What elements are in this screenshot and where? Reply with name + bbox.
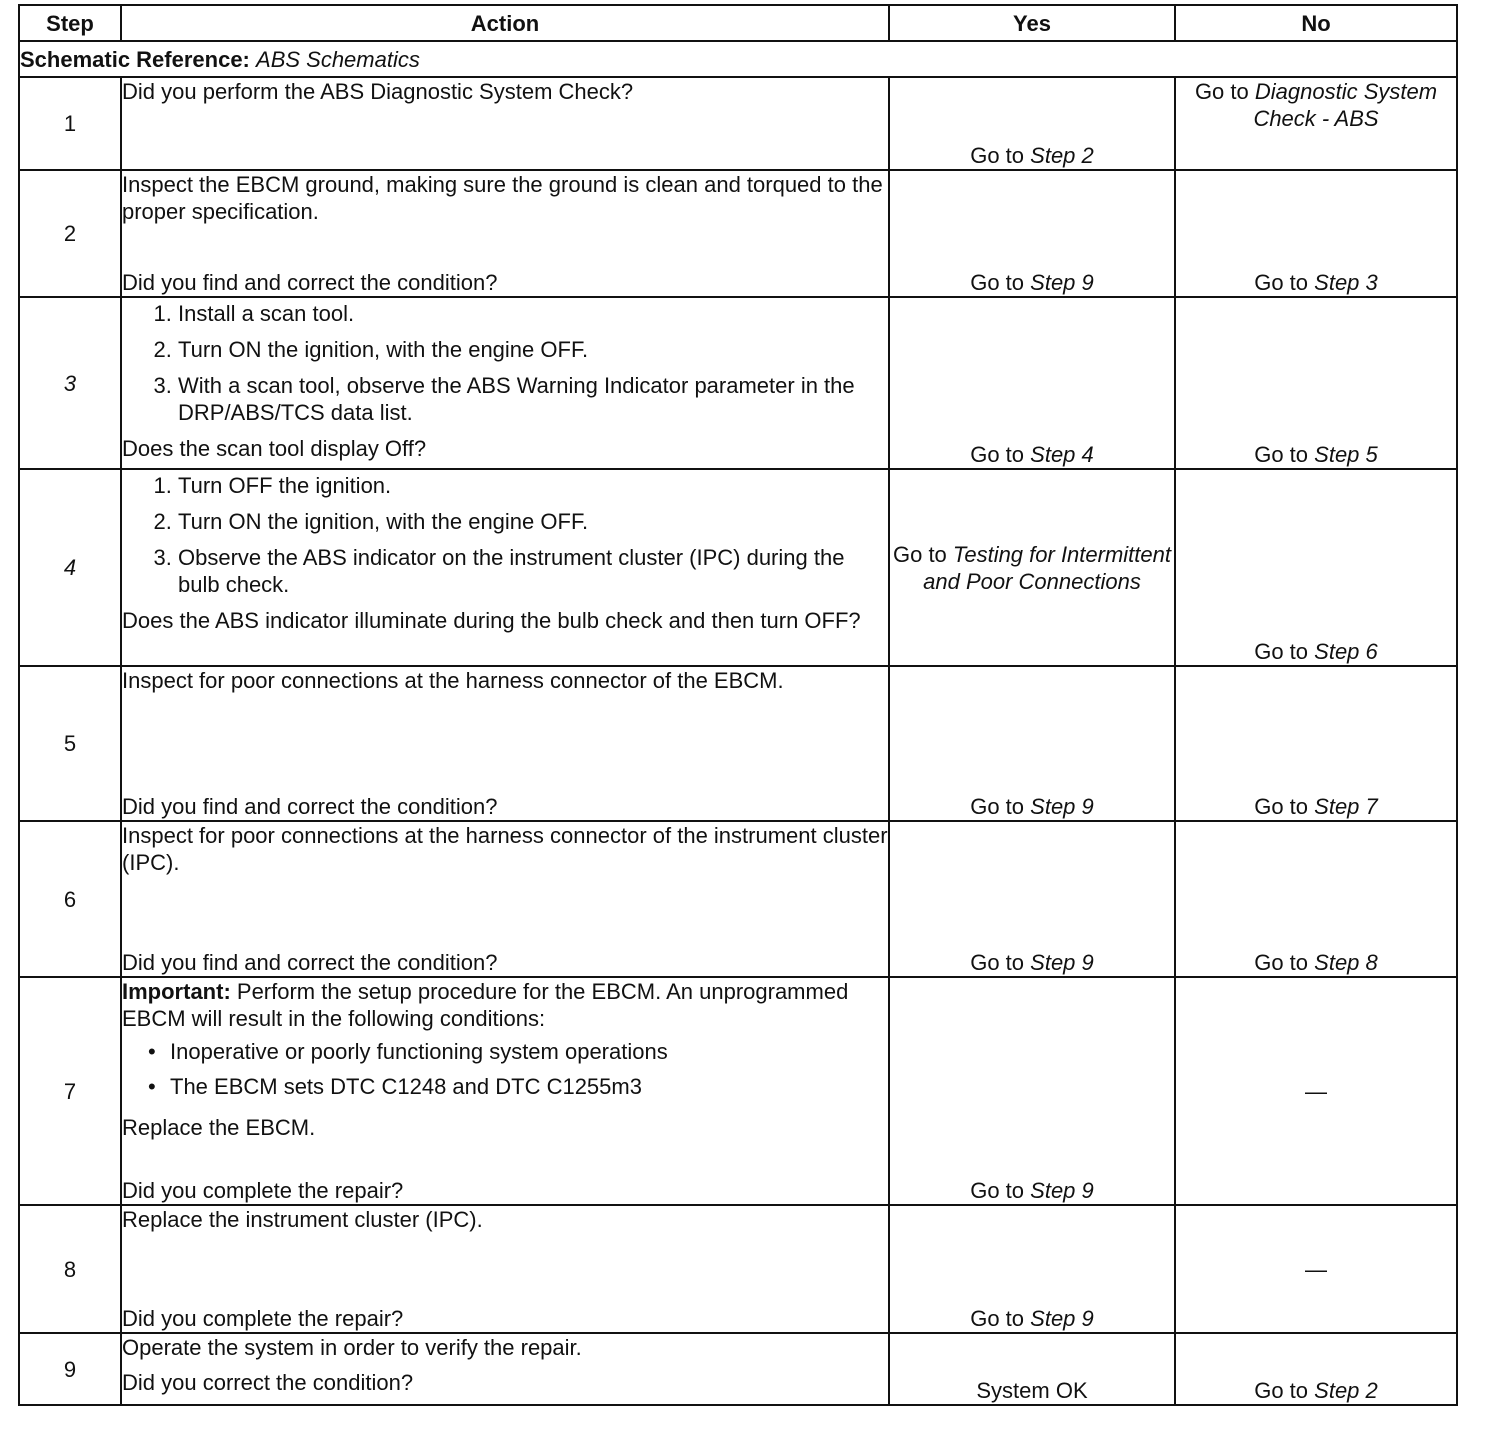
table-row — [19, 977, 1457, 1205]
table-row — [19, 821, 1457, 977]
yes-cell — [889, 77, 1175, 170]
step-number: 7 — [19, 977, 121, 1205]
no-prefix: Go to — [1254, 442, 1309, 467]
yes-link[interactable]: Step 9 — [1030, 270, 1094, 295]
action-question: Did you complete the repair? — [122, 1306, 404, 1331]
action-question: Did you complete the repair? — [122, 1178, 404, 1203]
table-row — [19, 77, 1457, 170]
step-number: 4 — [19, 469, 121, 666]
action-text: Replace the instrument cluster (IPC). — [122, 1207, 483, 1232]
table-row — [19, 297, 1457, 469]
action-steps — [122, 472, 888, 598]
schematic-reference — [19, 41, 1457, 77]
yes-link[interactable]: Step 9 — [1030, 950, 1094, 975]
schematic-row — [19, 41, 1457, 77]
action-cell — [121, 977, 889, 1205]
header-action: Action — [121, 5, 889, 41]
action-question: Did you correct the condition? — [122, 1370, 414, 1395]
action-text: Did you perform the ABS Diagnostic System Check? — [122, 79, 634, 104]
no-link[interactable]: Diagnostic System Check - ABS — [1253, 79, 1438, 131]
table-row — [19, 170, 1457, 297]
no-cell — [1175, 821, 1457, 977]
step-number: 5 — [19, 666, 121, 821]
yes-cell — [889, 1205, 1175, 1333]
list-item: • Inoperative or poorly functioning system operations — [170, 1038, 888, 1065]
action-question: Does the ABS indicator illuminate during the bulb check and then turn OFF? — [122, 608, 861, 633]
action-step: 3. Observe the ABS indicator on the instrument cluster (IPC) during the bulb check. — [178, 544, 888, 598]
no-prefix: Go to — [1254, 1378, 1309, 1403]
action-text: Inspect for poor connections at the harness connector of the EBCM. — [122, 668, 784, 693]
no-cell — [1175, 1205, 1457, 1333]
no-cell — [1175, 977, 1457, 1205]
step-number: 8 — [19, 1205, 121, 1333]
action-step: 2. Turn ON the ignition, with the engine OFF. — [178, 336, 888, 363]
no-prefix: Go to — [1254, 794, 1309, 819]
action-question: Did you find and correct the condition? — [122, 794, 498, 819]
yes-link[interactable]: Step 9 — [1030, 1306, 1094, 1331]
important-note — [122, 978, 888, 1032]
yes-prefix: Go to — [970, 442, 1025, 467]
schematic-label: Schematic Reference: — [20, 46, 250, 72]
yes-prefix: Go to — [970, 1306, 1025, 1331]
table-row — [19, 1333, 1457, 1405]
no-cell — [1175, 170, 1457, 297]
no-cell — [1175, 1333, 1457, 1405]
condition-list — [122, 1038, 888, 1108]
yes-cell — [889, 1333, 1175, 1405]
yes-prefix: Go to — [970, 1178, 1025, 1203]
schematic-link[interactable]: ABS Schematics — [256, 46, 420, 72]
yes-result: System OK — [976, 1378, 1088, 1403]
action-step: 3. With a scan tool, observe the ABS Warning Indicator parameter in the DRP/ABS/TCS data list. — [178, 372, 888, 426]
action-cell — [121, 821, 889, 977]
table-row — [19, 469, 1457, 666]
table-row — [19, 666, 1457, 821]
step-number: 3 — [19, 297, 121, 469]
header-yes: Yes — [889, 5, 1175, 41]
table-row — [19, 1205, 1457, 1333]
yes-cell — [889, 170, 1175, 297]
action-cell — [121, 77, 889, 170]
header-row — [19, 5, 1457, 41]
step-number: 2 — [19, 170, 121, 297]
step-number: 1 — [19, 77, 121, 170]
yes-cell — [889, 469, 1175, 666]
yes-prefix: Go to — [970, 794, 1025, 819]
yes-link[interactable]: Step 9 — [1030, 1178, 1094, 1203]
important-label: Important: — [122, 979, 231, 1004]
header-step: Step — [19, 5, 121, 41]
list-item: • The EBCM sets DTC C1248 and DTC C1255m3 — [170, 1073, 888, 1100]
yes-cell — [889, 977, 1175, 1205]
no-cell — [1175, 666, 1457, 821]
yes-link[interactable]: Step 2 — [1030, 143, 1094, 168]
yes-link[interactable]: Step 4 — [1030, 442, 1094, 467]
no-link[interactable]: Step 8 — [1314, 950, 1378, 975]
header-no: No — [1175, 5, 1457, 41]
no-prefix: Go to — [1254, 950, 1309, 975]
action-question: Did you find and correct the condition? — [122, 270, 498, 295]
yes-cell — [889, 297, 1175, 469]
action-text: Operate the system in order to verify the repair. — [122, 1335, 582, 1360]
yes-link[interactable]: Step 9 — [1030, 794, 1094, 819]
action-step: 1. Install a scan tool. — [178, 300, 888, 327]
action-step: 1. Turn OFF the ignition. — [178, 472, 888, 499]
action-cell — [121, 666, 889, 821]
action-cell — [121, 297, 889, 469]
action-step: 2. Turn ON the ignition, with the engine OFF. — [178, 508, 888, 535]
yes-prefix: Go to — [970, 950, 1025, 975]
yes-cell — [889, 666, 1175, 821]
action-text: Inspect for poor connections at the harness connector of the instrument cluster (IPC). — [122, 823, 888, 875]
no-cell — [1175, 469, 1457, 666]
step-number: 9 — [19, 1333, 121, 1405]
action-cell — [121, 1205, 889, 1333]
action-question: Does the scan tool display Off? — [122, 436, 427, 461]
action-text: Replace the EBCM. — [122, 1115, 316, 1140]
yes-link[interactable]: Testing for Intermittent and Poor Connections — [923, 541, 1171, 594]
no-dash: — — [1305, 1256, 1327, 1282]
no-link[interactable]: Step 2 — [1314, 1378, 1378, 1403]
yes-prefix: Go to — [970, 143, 1025, 168]
yes-prefix: Go to — [892, 541, 947, 567]
yes-prefix: Go to — [970, 270, 1025, 295]
action-text: Inspect the EBCM ground, making sure the ground is clean and torqued to the proper specification. — [122, 172, 883, 224]
action-question: Did you find and correct the condition? — [122, 950, 498, 975]
no-cell — [1175, 77, 1457, 170]
action-cell — [121, 1333, 889, 1405]
diagnostic-table — [18, 4, 1458, 1406]
no-link[interactable]: Step 3 — [1314, 270, 1378, 295]
no-dash: — — [1305, 1078, 1327, 1104]
yes-cell — [889, 821, 1175, 977]
no-prefix: Go to — [1194, 79, 1249, 104]
no-prefix: Go to — [1254, 270, 1309, 295]
no-link[interactable]: Step 7 — [1314, 794, 1378, 819]
no-link[interactable]: Step 6 — [1314, 639, 1378, 664]
important-text: Perform the setup procedure for the EBCM. An unprogrammed EBCM will result in the following conditions: — [122, 979, 849, 1031]
no-cell — [1175, 297, 1457, 469]
step-number: 6 — [19, 821, 121, 977]
action-cell — [121, 170, 889, 297]
action-steps — [122, 300, 888, 426]
no-prefix: Go to — [1254, 639, 1309, 664]
no-link[interactable]: Step 5 — [1314, 442, 1378, 467]
action-cell — [121, 469, 889, 666]
